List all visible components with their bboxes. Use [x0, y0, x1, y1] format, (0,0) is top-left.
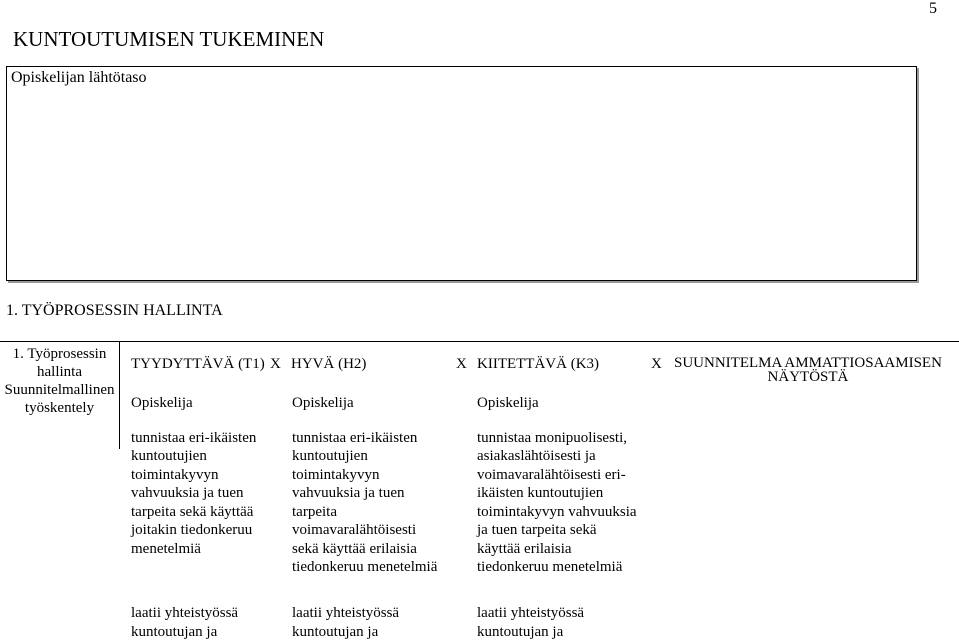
page-title: KUNTOUTUMISEN TUKEMINEN — [13, 27, 325, 51]
criteria-cell-h2 — [292, 394, 437, 577]
criteria-line: tunnistaa eri-ikäisten — [292, 429, 418, 446]
criteria-line: toimintakyvyn — [292, 466, 380, 483]
column-header-demo-plan — [674, 356, 942, 384]
criteria-line: käyttää erilaisia — [477, 540, 572, 557]
criteria-line: toimintakyvyn — [131, 466, 219, 483]
criteria-line: tiedonkeruu menetelmiä — [292, 559, 438, 575]
column-x-mark: X — [270, 356, 281, 372]
demo-plan-line: NÄYTÖSTÄ — [767, 369, 849, 385]
section-heading: 1. TYÖPROSESSIN HALLINTA — [6, 302, 223, 319]
row-header-line: työskentely — [24, 400, 95, 416]
criteria-line: sekä käyttää erilaisia — [292, 540, 417, 557]
criteria-subject: Opiskelija — [477, 395, 539, 411]
criteria-line: kuntoutujan ja — [292, 623, 379, 640]
criteria-line: kuntoutujien — [292, 448, 368, 464]
criteria-line: vahvuuksia ja tuen — [292, 485, 405, 501]
starting-level-label: Opiskelijan lähtötaso — [11, 69, 147, 86]
criteria-line: tunnistaa monipuolisesti, — [477, 429, 627, 446]
criteria-subject: Opiskelija — [292, 395, 354, 411]
column-x-mark: X — [456, 356, 467, 372]
criteria-line: kuntoutujien — [131, 448, 207, 464]
criteria-line: laatii yhteistyössä — [131, 605, 239, 621]
starting-level-box — [6, 66, 917, 281]
table-top-rule — [0, 341, 959, 342]
demo-plan-line: SUUNNITELMA AMMATTIOSAAMISEN — [674, 355, 942, 371]
criteria-line: ikäisten kuntoutujien — [477, 485, 604, 501]
criteria-continued-h2 — [292, 604, 399, 641]
criteria-line: tarpeita sekä käyttää — [131, 503, 254, 520]
criteria-line: toimintakyvyn vahvuuksia — [477, 503, 637, 520]
criteria-line: asiakaslähtöisesti ja — [477, 448, 596, 464]
criteria-continued-t1 — [131, 604, 238, 641]
criteria-line: voimavaralähtöisesti — [292, 522, 417, 538]
criteria-line: tarpeita — [292, 503, 337, 520]
criteria-line: laatii yhteistyössä — [477, 605, 585, 621]
row-header-line: hallinta — [37, 364, 82, 380]
row-header-line: 1. Työprosessin — [12, 346, 107, 362]
row-header-divider — [119, 341, 120, 449]
criteria-line: laatii yhteistyössä — [292, 605, 400, 621]
criteria-line: vahvuuksia ja tuen — [131, 485, 244, 501]
criteria-line: menetelmiä — [131, 540, 201, 557]
row-header-line: Suunnitelmallinen — [4, 382, 115, 398]
criteria-line: joitakin tiedonkeruu — [131, 522, 253, 538]
page-number: 5 — [929, 0, 937, 17]
criteria-continued-k3 — [477, 604, 584, 641]
column-header-h2: HYVÄ (H2) — [291, 356, 367, 372]
criteria-line: ja tuen tarpeita sekä — [477, 522, 597, 538]
criteria-line: kuntoutujan ja — [477, 623, 564, 640]
column-x-mark: X — [651, 356, 662, 372]
criteria-cell-k3 — [477, 394, 637, 577]
column-header-k3: KIITETTÄVÄ (K3) — [477, 356, 600, 372]
criteria-subject: Opiskelija — [131, 395, 193, 411]
column-header-t1: TYYDYTTÄVÄ (T1) — [131, 356, 265, 372]
criteria-line: tunnistaa eri-ikäisten — [131, 429, 257, 446]
criteria-line: tiedonkeruu menetelmiä — [477, 559, 623, 575]
criteria-cell-t1 — [131, 394, 256, 558]
row-header — [2, 345, 117, 417]
criteria-line: kuntoutujan ja — [131, 623, 218, 640]
criteria-line: voimavaralähtöisesti eri- — [477, 466, 626, 483]
